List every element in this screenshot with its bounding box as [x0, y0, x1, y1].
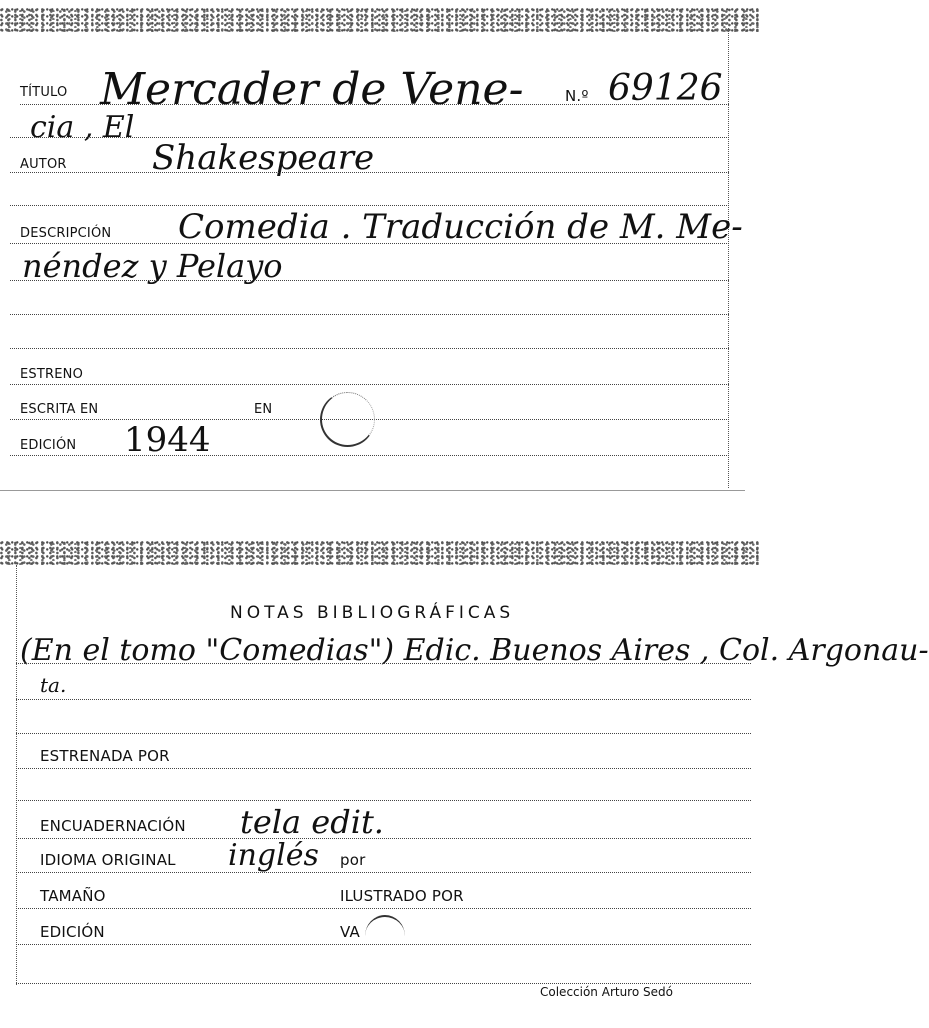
idioma-original-label: IDIOMA ORIGINAL — [40, 851, 176, 869]
speckled-edge — [0, 541, 759, 565]
numero-value: 69126 — [608, 68, 723, 109]
tamano-label: TAMAÑO — [40, 887, 106, 905]
encuadernacion-label: ENCUADERNACIÓN — [40, 817, 186, 835]
edicion-value: 1944 — [124, 420, 211, 460]
ilustrado-por-label: ILUSTRADO POR — [340, 887, 464, 905]
autor-value: Shakespeare — [152, 138, 375, 178]
library-stamp — [320, 392, 375, 447]
library-stamp-small — [365, 915, 405, 957]
descripcion-value-line2: néndez y Pelayo — [22, 247, 283, 285]
titulo-value-line2: cia , El — [30, 110, 135, 145]
card-left-border — [16, 565, 17, 985]
estrenada-por-label: ESTRENADA POR — [40, 747, 170, 765]
estreno-label: ESTRENO — [20, 367, 84, 382]
speckled-edge — [0, 8, 759, 32]
descripcion-value-line1: Comedia . Traducción de M. Me- — [178, 207, 743, 247]
por-label: por — [340, 851, 366, 869]
catalog-card-front — [0, 0, 759, 495]
encuadernacion-value: tela edit. — [240, 803, 384, 841]
en-label: EN — [254, 402, 273, 417]
escrita-en-label: ESCRITA EN — [20, 402, 99, 417]
notes-line2: ta. — [40, 673, 67, 697]
autor-label: AUTOR — [20, 157, 67, 172]
idioma-original-value: inglés — [228, 838, 319, 873]
notes-line1: (En el tomo "Comedias") Edic. Buenos Aires , Col. Argonau- — [20, 633, 929, 668]
descripcion-label: DESCRIPCIÓN — [20, 226, 112, 241]
catalog-card-back — [0, 535, 929, 1028]
numero-label: N.º — [565, 87, 589, 105]
edicion-label: EDICIÓN — [20, 438, 77, 453]
collection-footer: Colección Arturo Sedó — [540, 985, 673, 999]
titulo-value-line1: Mercader de Vene- — [100, 64, 524, 115]
notas-heading: NOTAS BIBLIOGRÁFICAS — [230, 603, 515, 623]
titulo-label: TÍTULO — [20, 85, 68, 100]
va-label: VA — [340, 923, 360, 941]
edicion-back-label: EDICIÓN — [40, 923, 105, 941]
